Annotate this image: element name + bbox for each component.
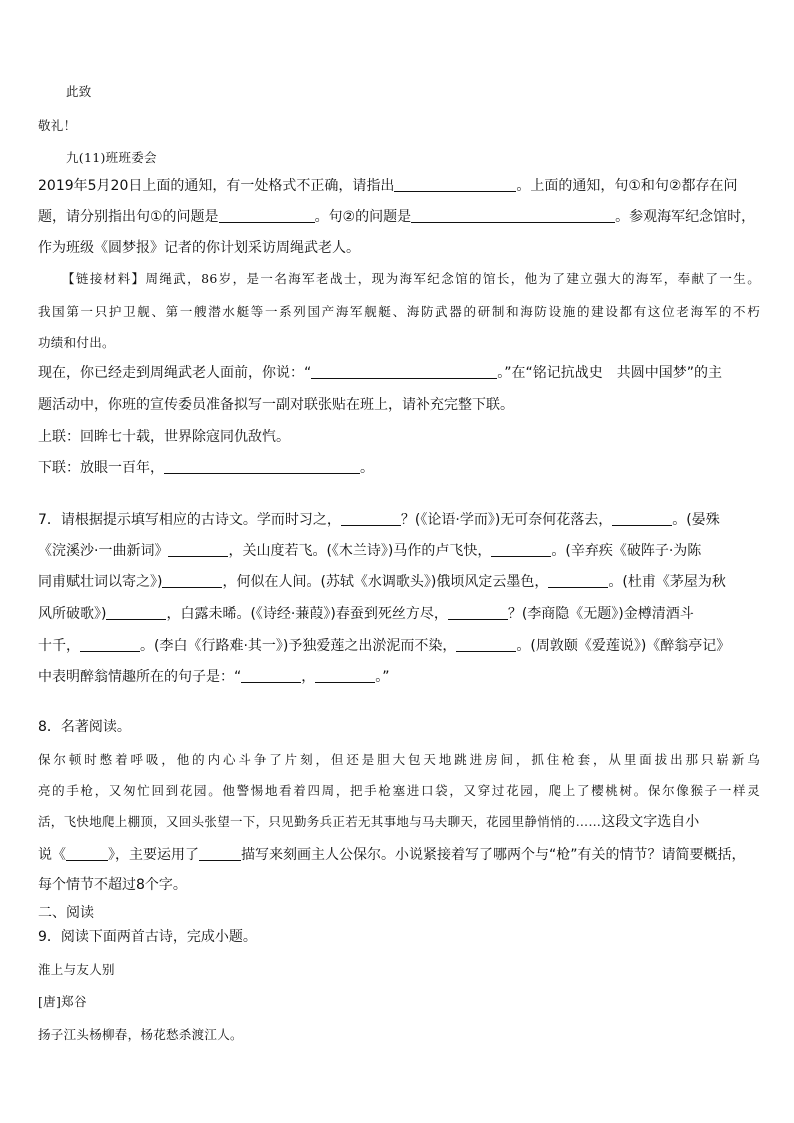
q6-line-3: 作为班级《圆梦报》记者的你计划采访周绳武老人。 (38, 240, 360, 256)
q6-text: 。”在“铭记抗战史 共圆中国梦”的主 (497, 365, 723, 381)
answer-blank[interactable] (311, 364, 497, 379)
letter-signature: 九(11)班班委会 (66, 150, 157, 165)
q7-text: 中表明醉翁情趣所在的句子是：“ (38, 669, 242, 685)
q6-text: 。上面的通知，句①和句②都存在问 (516, 178, 738, 194)
answer-blank[interactable] (80, 637, 140, 652)
q8-text: 描写来刻画主人公保尔。小说紧接着写了哪两个与“枪”有关的情节？请简要概括， (241, 847, 746, 863)
q8-question-text: 这段文字选自小 (601, 814, 700, 830)
q6-text: 2019年5月20日上面的通知，有一处格式不正确，请指出 (38, 178, 395, 194)
q6-text: 现在，你已经走到周绳武老人面前，你说：“ (38, 365, 312, 381)
answer-blank[interactable] (199, 846, 241, 861)
answer-blank[interactable] (66, 846, 108, 861)
link-material-line-1: 【链接材料】周绳武，86岁，是一名海军老战士，现为海军纪念馆的馆长，他为了建立强大的海军，奉献了一生。 (62, 271, 760, 286)
q7-text: 同甫赋壮词以寄之》) (38, 574, 163, 590)
q7-text: ，白露未晞。(《诗经·蒹葭》)春蚕到死丝方尽， (166, 606, 448, 622)
answer-blank[interactable] (168, 542, 228, 557)
answer-blank[interactable] (491, 542, 551, 557)
q8-text: 》，主要运用了 (108, 847, 199, 863)
q6-text: 题，请分别指出句①的问题是 (38, 209, 219, 225)
q7-text: ？(《论语·学而》)无可奈何花落去， (400, 512, 613, 528)
q7-text: 。(晏殊 (672, 512, 720, 528)
letter-closing-2: 敬礼！ (38, 118, 77, 133)
poem-line-1: 扬子江头杨柳春，杨花愁杀渡江人。 (38, 1027, 243, 1042)
q6-line-2 (38, 207, 760, 227)
q8-title: 8．名著阅读。 (38, 719, 131, 735)
q7-text: ？(李商隐《无题》)金樽清酒斗 (507, 606, 694, 622)
q7-text: 《浣溪沙·一曲新词》 (38, 543, 169, 559)
answer-blank[interactable] (241, 668, 301, 683)
q6-line-1 (38, 176, 760, 196)
q7-text: 。(辛弃疾《破阵子·为陈 (551, 543, 702, 559)
q7-text: ，关山度若飞。(《木兰诗》)马作的卢飞快， (228, 543, 492, 559)
q7-text: 。(李白《行路难·其一》)予独爱莲之出淤泥而不染， (140, 638, 457, 654)
q7-text: ， (301, 669, 316, 685)
letter-closing-1: 此致 (66, 84, 92, 99)
q7-line-5 (38, 636, 760, 656)
q8-text: 说《 (38, 847, 66, 863)
couplet-upper: 上联：回眸七十载，世界除寇同仇敌忾。 (38, 429, 290, 445)
answer-blank[interactable] (164, 459, 360, 474)
q8-line-5: 每个情节不超过8个字。 (38, 877, 187, 893)
answer-blank[interactable] (548, 573, 608, 588)
couplet-lower-end: 。 (360, 460, 374, 476)
q8-line-4 (38, 845, 760, 865)
couplet-lower (38, 458, 760, 478)
q6-text: 。参观海军纪念馆时， (615, 209, 756, 225)
answer-blank[interactable] (315, 668, 375, 683)
q8-passage-line-2: 亮的手枪，又匆忙回到花园。他警惕地看着四周，把手枪塞进口袋，又穿过花园，爬上了樱桃树。保尔像猴子一样灵 (38, 783, 760, 798)
answer-blank[interactable] (394, 177, 516, 192)
q6-text: 。句②的问题是 (314, 209, 412, 225)
q8-passage-line-1: 保尔顿时憋着呼吸，他的内心斗争了片刻，但还是胆大包天地跳进房间，抓住枪套，从里面拔出那只崭新乌 (38, 752, 760, 767)
couplet-lower-label: 下联：放眼一百年， (38, 460, 164, 476)
q7-text: 风所破歌》) (38, 606, 107, 622)
link-material-line-2: 我国第一只护卫舰、第一艘潜水艇等一系列国产海军舰艇、海防武器的研制和海防设施的建设都有这位老海军的不朽 (38, 304, 760, 319)
q8-passage-line-3 (38, 812, 760, 832)
poem-author: [唐]郑谷 (38, 994, 87, 1009)
q9-prompt: 9．阅读下面两首古诗，完成小题。 (38, 929, 257, 945)
answer-blank[interactable] (448, 605, 508, 620)
answer-blank[interactable] (341, 511, 401, 526)
q7-line-6 (38, 667, 760, 687)
answer-blank[interactable] (162, 573, 222, 588)
q8-passage-text: 活，飞快地爬上棚顶，又回头张望一下，只见勤务兵正若无其事地与马夫聊天，花园里静悄悄的…… (38, 814, 602, 829)
answer-blank[interactable] (612, 511, 672, 526)
link-material-line-3: 功绩和付出。 (38, 335, 115, 350)
q7-text: 十千， (38, 638, 80, 654)
answer-blank[interactable] (106, 605, 166, 620)
q6-line-5: 题活动中，你班的宣传委员准备拟写一副对联张贴在班上，请补充完整下联。 (38, 397, 514, 413)
q7-text: 。(周敦颐《爱莲说》)《醉翁亭记》 (516, 638, 731, 654)
q7-line-2 (38, 541, 760, 561)
section-heading: 二、阅读 (38, 905, 94, 921)
q7-line-1 (38, 510, 760, 530)
q7-line-3 (38, 572, 760, 592)
q7-text: 。(杜甫《茅屋为秋 (608, 574, 726, 590)
q7-line-4 (38, 604, 760, 624)
q7-text: ，何似在人间。(苏轼《水调歌头》)俄顷风定云墨色， (222, 574, 549, 590)
answer-blank[interactable] (219, 208, 315, 223)
answer-blank[interactable] (411, 208, 615, 223)
q6-line-4 (38, 363, 760, 383)
q7-text: 7．请根据提示填写相应的古诗文。学而时习之， (38, 512, 341, 528)
q7-text: 。” (375, 669, 390, 685)
answer-blank[interactable] (456, 637, 516, 652)
poem-title: 淮上与友人别 (38, 962, 115, 977)
